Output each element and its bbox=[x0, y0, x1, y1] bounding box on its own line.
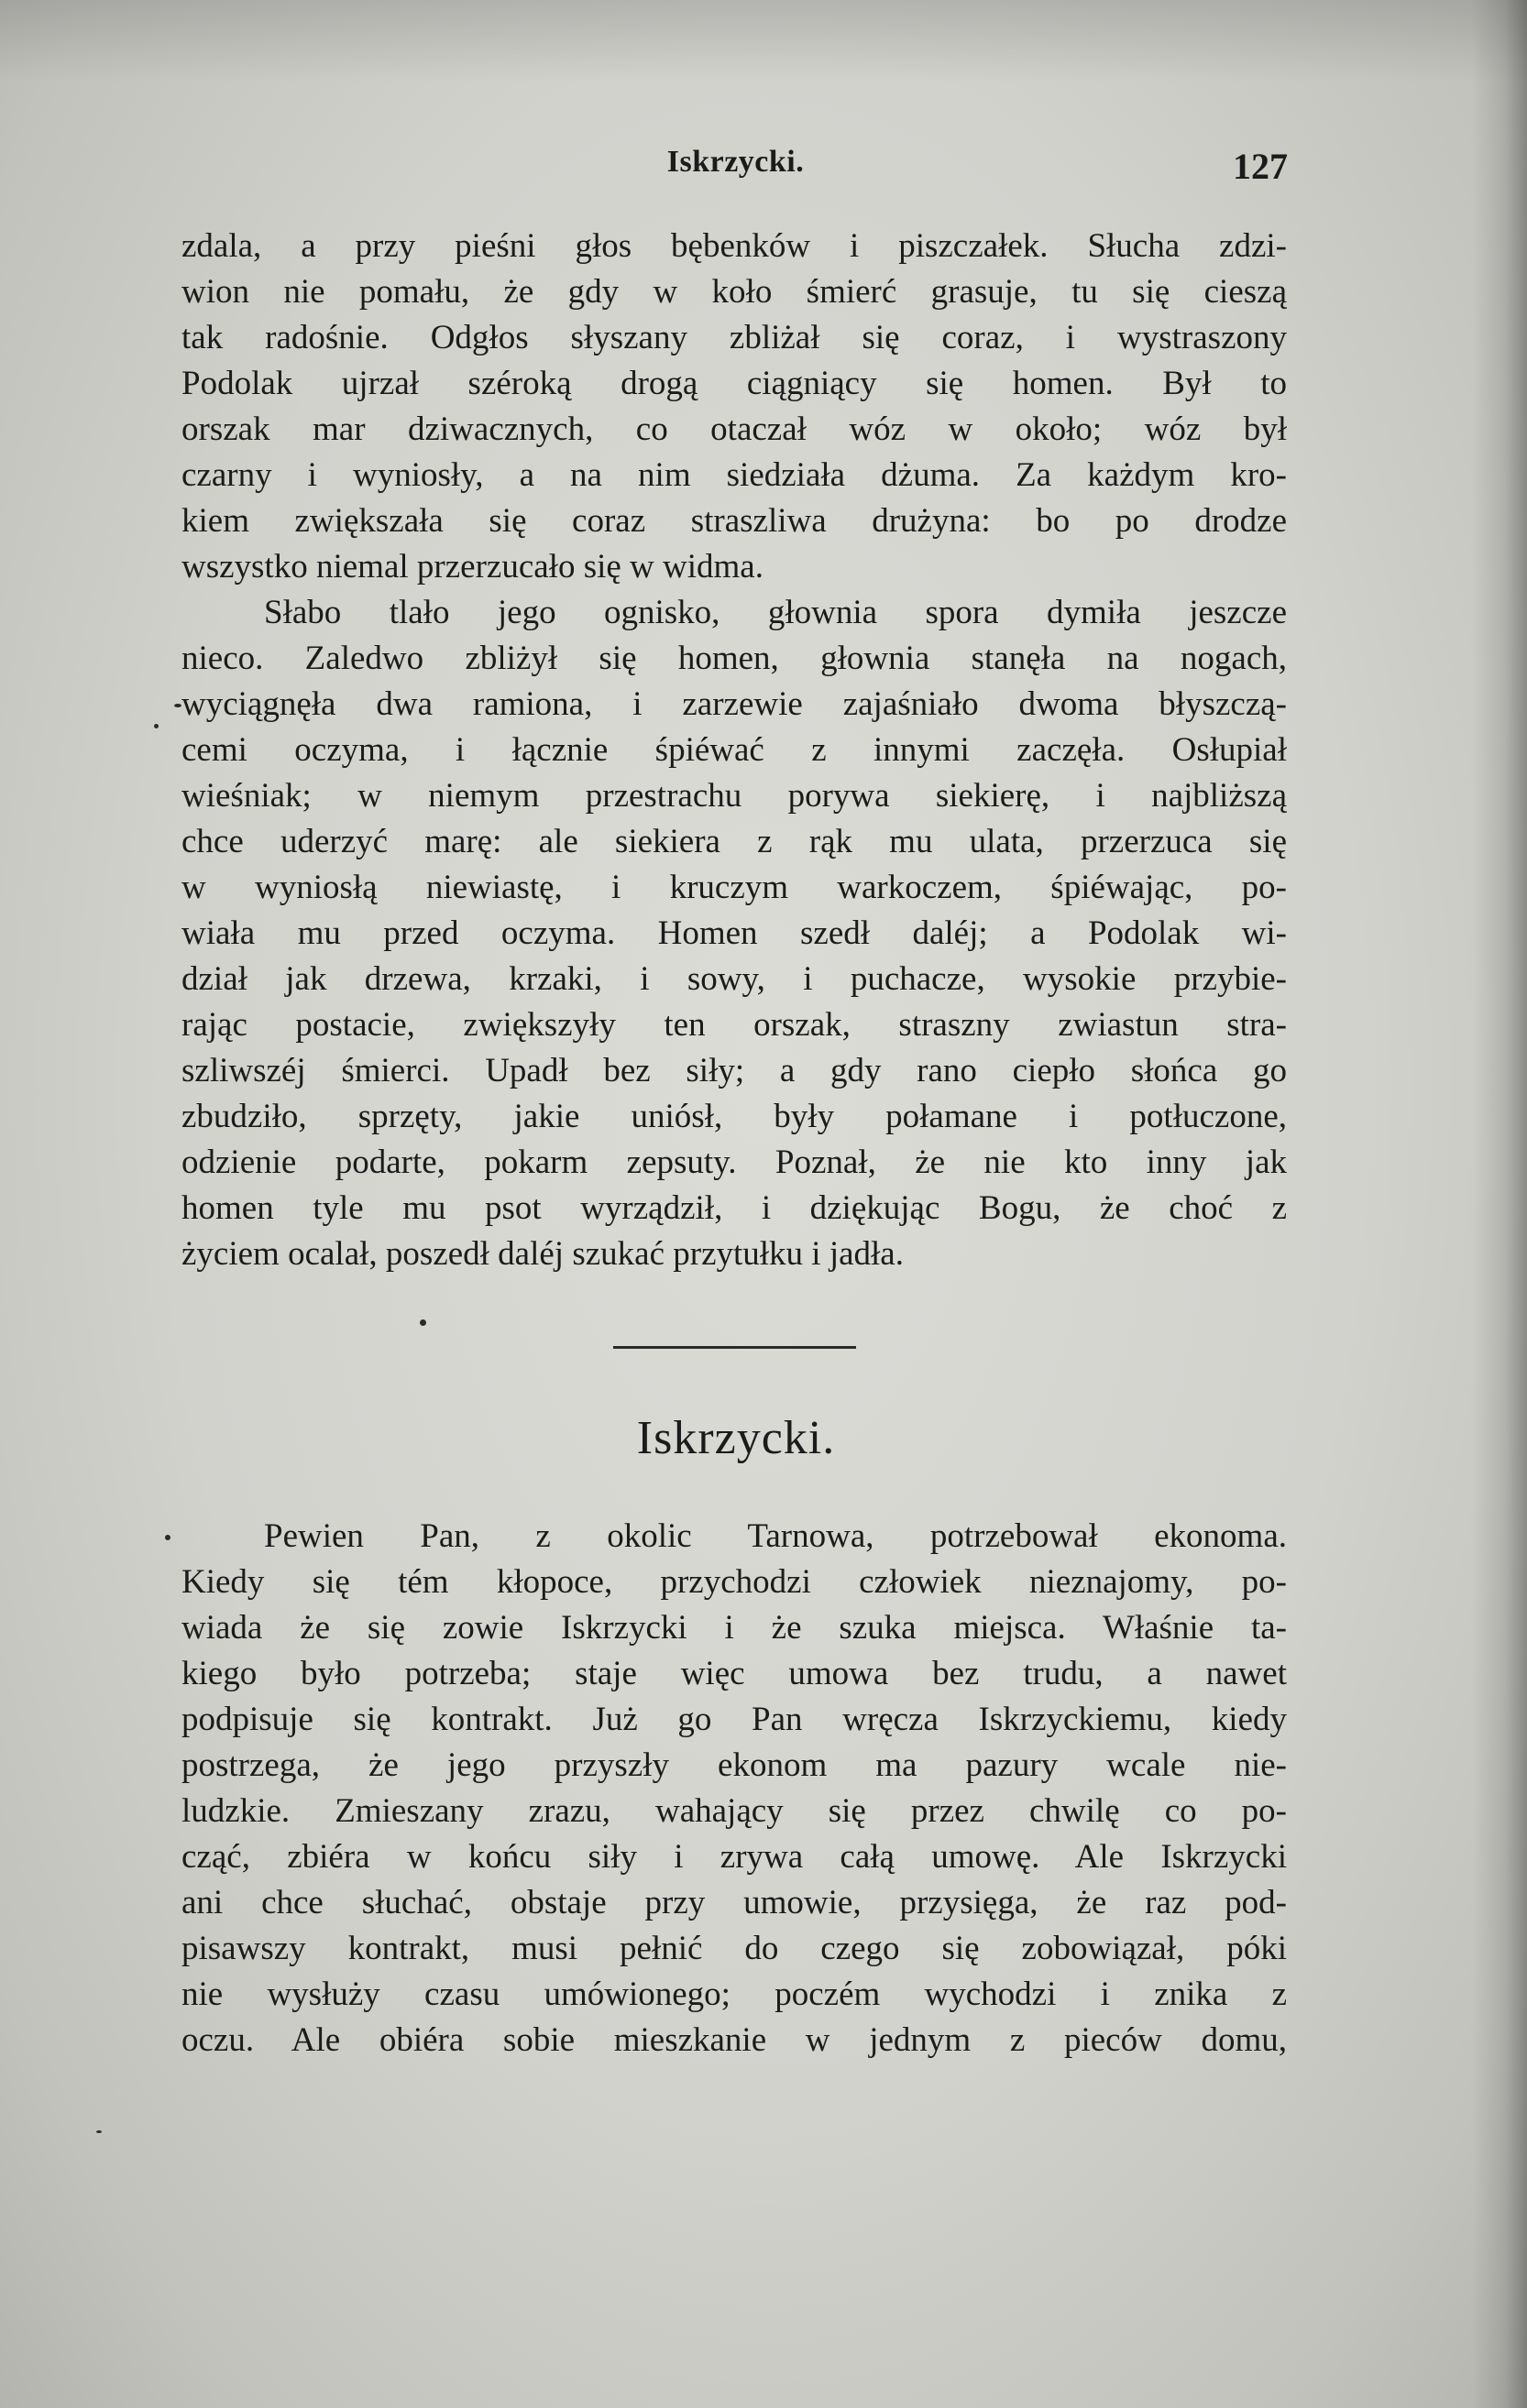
story1-text bbox=[181, 224, 1287, 1277]
text-line: wieśniak; w niemym przestrachu porywa siekierę, i najbliższą bbox=[181, 777, 1287, 815]
text-line: wyciągnęła dwa ramiona, i zarzewie zajaśniało dwoma błyszczą- bbox=[181, 685, 1287, 723]
text-line: rając postacie, zwiększyły ten orszak, straszny zwiastun stra- bbox=[181, 1006, 1287, 1044]
text-line: wion nie pomału, że gdy w koło śmierć grasuje, tu się cieszą bbox=[181, 273, 1287, 311]
text-line: Pewien Pan, z okolic Tarnowa, potrzebował ekonoma. bbox=[264, 1517, 1287, 1555]
text-line: podpisuje się kontrakt. Już go Pan wręcza Iskrzyckiemu, kiedy bbox=[181, 1701, 1287, 1738]
ink-speck bbox=[96, 2130, 102, 2133]
story2-text bbox=[181, 1514, 1287, 2063]
text-line: postrzega, że jego przyszły ekonom ma pazury wcale nie- bbox=[181, 1746, 1287, 1784]
text-line: zdala, a przy pieśni głos bębenków i piszczałek. Słucha zdzi- bbox=[181, 227, 1287, 265]
page-shadow-right bbox=[1472, 0, 1527, 2408]
text-line: nie wysłuży czasu umówionego; poczém wychodzi i znika z bbox=[181, 1976, 1287, 2013]
ink-speck bbox=[174, 704, 181, 707]
text-line: ani chce słuchać, obstaje przy umowie, przysięga, że raz pod- bbox=[181, 1884, 1287, 1921]
text-line: zbudziło, sprzęty, jakie uniósł, były połamane i potłuczone, bbox=[181, 1098, 1287, 1135]
page-number: 127 bbox=[1233, 146, 1288, 187]
text-line: wiała mu przed oczyma. Homen szedł daléj; a Podolak wi- bbox=[181, 914, 1287, 952]
text-line: pisawszy kontrakt, musi pełnić do czego się zobowiązał, póki bbox=[181, 1930, 1287, 1967]
text-line: Słabo tlało jego ognisko, głownia spora dymiła jeszcze bbox=[264, 594, 1287, 631]
page-shadow-top bbox=[0, 0, 1527, 82]
text-line: homen tyle mu psot wyrządził, i dziękując Bogu, że choć z bbox=[181, 1189, 1287, 1227]
text-line: chce uderzyć marę: ale siekiera z rąk mu ulata, przerzuca się bbox=[181, 823, 1287, 860]
text-line: w wyniosłą niewiastę, i kruczym warkoczem, śpiéwając, po- bbox=[181, 869, 1287, 906]
page-header bbox=[183, 145, 1288, 191]
section-divider bbox=[613, 1346, 856, 1349]
text-line: wszystko niemal przerzucało się w widma. bbox=[181, 548, 764, 586]
text-line: czarny i wyniosły, a na nim siedziała dżuma. Za każdym kro- bbox=[181, 456, 1287, 494]
text-line: kiem zwiększała się coraz straszliwa drużyna: bo po drodze bbox=[181, 502, 1287, 540]
section-title: Iskrzycki. bbox=[636, 1412, 836, 1464]
ink-speck bbox=[165, 1535, 170, 1540]
text-line: Podolak ujrzał széroką drogą ciągniący się homen. Był to bbox=[181, 365, 1287, 402]
text-line: dział jak drzewa, krzaki, i sowy, i puchacze, wysokie przybie- bbox=[181, 960, 1287, 998]
running-title: Iskrzycki. bbox=[666, 145, 805, 179]
text-line: ludzkie. Zmieszany zrazu, wahający się przez chwilę co po- bbox=[181, 1792, 1287, 1830]
ink-speck bbox=[420, 1319, 426, 1326]
text-line: cząć, zbiéra w końcu siły i zrywa całą umowę. Ale Iskrzycki bbox=[181, 1838, 1287, 1876]
text-line: cemi oczyma, i łącznie śpiéwać z innymi zaczęła. Osłupiał bbox=[181, 731, 1287, 769]
text-line: szliwszéj śmierci. Upadł bez siły; a gdy rano ciepło słońca go bbox=[181, 1052, 1287, 1089]
text-line: oczu. Ale obiéra sobie mieszkanie w jednym z pieców domu, bbox=[181, 2021, 1287, 2059]
text-line: odzienie podarte, pokarm zepsuty. Poznał, że nie kto inny jak bbox=[181, 1144, 1287, 1181]
text-line: Kiedy się tém kłopoce, przychodzi człowiek nieznajomy, po- bbox=[181, 1563, 1287, 1601]
text-line: wiada że się zowie Iskrzycki i że szuka miejsca. Właśnie ta- bbox=[181, 1609, 1287, 1647]
text-line: tak radośnie. Odgłos słyszany zbliżał się coraz, i wystraszony bbox=[181, 319, 1287, 356]
text-line: kiego było potrzeba; staje więc umowa bez trudu, a nawet bbox=[181, 1655, 1287, 1692]
ink-speck bbox=[154, 724, 159, 728]
text-line: życiem ocalał, poszedł daléj szukać przytułku i jadła. bbox=[181, 1235, 904, 1273]
text-line: orszak mar dziwacznych, co otaczał wóz w około; wóz był bbox=[181, 410, 1287, 448]
text-line: nieco. Zaledwo zbliżył się homen, głownia stanęła na nogach, bbox=[181, 640, 1287, 677]
